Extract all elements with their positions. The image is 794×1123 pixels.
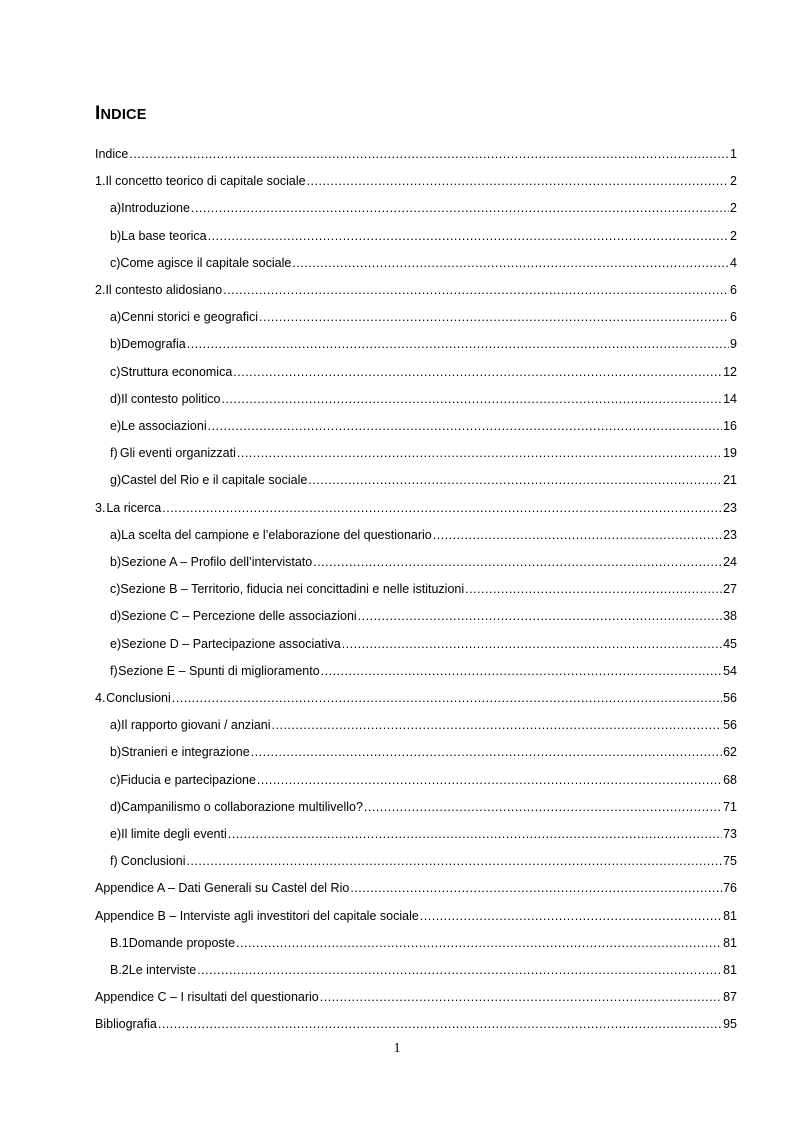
toc-entry-label: Le interviste xyxy=(128,963,197,977)
toc-entry-page: 4 xyxy=(730,255,737,270)
toc-entry-number: c) xyxy=(110,772,121,787)
toc-entry-page: 95 xyxy=(723,1017,737,1032)
toc-entry[interactable] xyxy=(95,879,737,897)
toc-entry[interactable] xyxy=(95,988,737,1006)
toc-entry-page: 6 xyxy=(730,310,737,325)
toc-entry-page: 76 xyxy=(723,881,737,896)
toc-entry-label: Sezione A – Profilo dell’intervistato xyxy=(121,555,313,569)
toc-entry-number: d) xyxy=(110,609,122,624)
toc-dot-leader xyxy=(186,852,722,870)
toc-heading xyxy=(95,103,147,125)
toc-entry-number: a) xyxy=(110,527,122,542)
toc-entry-number: B.1 xyxy=(110,935,129,950)
toc-entry-label: Sezione E – Spunti di miglioramento xyxy=(118,663,320,678)
toc-entry-label: Il contesto politico xyxy=(121,391,221,406)
toc-entry-page: 21 xyxy=(723,473,737,488)
toc-dot-leader xyxy=(208,417,723,435)
toc-entry-page: 81 xyxy=(723,908,737,923)
toc-entry-page: 16 xyxy=(723,419,737,433)
toc-entry-label: Come agisce il capitale sociale xyxy=(120,255,292,270)
toc-entry-number: 3. xyxy=(95,500,106,515)
toc-entry-number: b) xyxy=(110,228,122,243)
toc-entry[interactable] xyxy=(110,308,737,326)
toc-heading-rest: NDICE xyxy=(100,107,147,123)
toc-entry[interactable] xyxy=(110,852,737,870)
toc-entry-number: c) xyxy=(110,255,121,270)
toc-entry[interactable] xyxy=(110,825,737,843)
toc-dot-leader xyxy=(364,798,722,816)
toc-entry-number: 2. xyxy=(95,283,106,297)
toc-entry[interactable] xyxy=(95,145,737,163)
toc-entry-page: 2 xyxy=(730,228,737,243)
toc-dot-leader xyxy=(129,145,729,163)
toc-entry-page: 81 xyxy=(723,935,737,950)
toc-dot-leader xyxy=(465,580,722,598)
toc-entry-page: 62 xyxy=(723,745,737,760)
toc-entry-page: 27 xyxy=(723,582,737,597)
toc-entry-page: 1 xyxy=(730,147,737,161)
toc-entry-number: c) xyxy=(110,582,121,597)
toc-dot-leader xyxy=(223,281,729,299)
toc-entry[interactable] xyxy=(110,444,737,462)
toc-entry[interactable] xyxy=(110,934,737,952)
toc-entry[interactable] xyxy=(95,281,737,299)
toc-entry-page: 9 xyxy=(730,337,737,352)
toc-entry-number: g) xyxy=(110,473,122,488)
toc-entry-label: Demografia xyxy=(121,337,186,352)
toc-dot-leader xyxy=(358,607,722,625)
toc-dot-leader xyxy=(420,907,722,925)
toc-entry-label: Struttura economica xyxy=(120,364,233,379)
toc-entry-number: b) xyxy=(110,555,122,569)
toc-entry[interactable] xyxy=(110,363,737,381)
toc-entry-label: Castel del Rio e il capitale sociale xyxy=(121,473,308,488)
toc-entry-page: 87 xyxy=(723,990,737,1005)
toc-entry[interactable] xyxy=(110,771,737,789)
toc-entry[interactable] xyxy=(110,662,737,680)
toc-entry-label: Stranieri e integrazione xyxy=(121,745,250,760)
toc-entry-label: Le associazioni xyxy=(121,419,207,433)
toc-dot-leader xyxy=(259,308,729,326)
toc-entry[interactable] xyxy=(95,907,737,925)
toc-entry[interactable] xyxy=(110,635,737,653)
toc-entry-page: 23 xyxy=(723,500,737,515)
toc-entry-page: 54 xyxy=(723,663,737,678)
toc-entry-page: 38 xyxy=(723,609,737,624)
toc-entry-label: Sezione D – Partecipazione associativa xyxy=(121,636,341,651)
toc-entry-label: La ricerca xyxy=(106,500,162,515)
toc-entry-page: 73 xyxy=(723,827,737,841)
toc-entry-label: Indice xyxy=(95,147,129,161)
toc-dot-leader xyxy=(308,471,722,489)
toc-entry-page: 2 xyxy=(730,201,737,216)
toc-entry-number: f) xyxy=(110,854,118,869)
toc-dot-leader xyxy=(321,662,722,680)
toc-dot-leader xyxy=(221,390,722,408)
toc-entry[interactable] xyxy=(95,1015,737,1033)
toc-entry-label: Appendice A – Dati Generali su Castel del Rio xyxy=(95,881,350,896)
toc-entry-number: a) xyxy=(110,310,122,325)
toc-entry-number: c) xyxy=(110,364,121,379)
toc-entry-number: d) xyxy=(110,799,122,814)
toc-entry-page: 24 xyxy=(723,555,737,569)
toc-dot-leader xyxy=(197,961,722,979)
toc-entry-label: La scelta del campione e l’elaborazione del questionario xyxy=(121,527,432,542)
toc-entry[interactable] xyxy=(95,172,737,190)
toc-entry-label: Conclusioni xyxy=(106,691,171,705)
toc-entry-number: e) xyxy=(110,827,122,841)
toc-entry-page: 45 xyxy=(723,636,737,651)
toc-entry[interactable] xyxy=(110,390,737,408)
toc-entry-number: e) xyxy=(110,636,122,651)
toc-dot-leader xyxy=(257,771,722,789)
toc-dot-leader xyxy=(158,1015,722,1033)
toc-entry-page: 12 xyxy=(723,364,737,379)
toc-dot-leader xyxy=(272,716,723,734)
toc-entry-label: Campanilismo o collaborazione multilivello? xyxy=(121,799,363,814)
toc-entry-page: 6 xyxy=(730,283,737,297)
toc-entry-page: 23 xyxy=(723,527,737,542)
toc-dot-leader xyxy=(251,743,722,761)
toc-entry-number: f) xyxy=(110,663,118,678)
toc-entry[interactable] xyxy=(110,716,737,734)
toc-entry[interactable] xyxy=(110,961,737,979)
toc-entry-page: 56 xyxy=(723,718,737,733)
toc-entry-label: Appendice C – I risultati del questionario xyxy=(95,990,319,1005)
toc-entry[interactable] xyxy=(110,553,737,571)
toc-dot-leader xyxy=(187,335,729,353)
toc-entry-page: 56 xyxy=(723,691,737,705)
toc-entry-label: Gli eventi organizzati xyxy=(119,446,236,461)
toc-entry-label: Conclusioni xyxy=(120,854,186,869)
toc-dot-leader xyxy=(320,988,722,1006)
toc-entry[interactable] xyxy=(110,743,737,761)
toc-entry[interactable] xyxy=(110,798,737,816)
toc-dot-leader xyxy=(237,444,722,462)
toc-entry-label: Il concetto teorico di capitale sociale xyxy=(105,174,306,189)
toc-dot-leader xyxy=(292,254,729,272)
toc-dot-leader xyxy=(208,227,729,245)
toc-entry-number: f) xyxy=(110,446,118,461)
toc-entry-label: Introduzione xyxy=(121,201,190,216)
toc-entry[interactable] xyxy=(110,335,737,353)
toc-entry-page: 71 xyxy=(723,799,737,814)
toc-dot-leader xyxy=(433,526,722,544)
toc-entry-label: Sezione C – Percezione delle associazioni xyxy=(121,609,357,624)
toc-dot-leader xyxy=(350,879,722,897)
toc-dot-leader xyxy=(313,553,722,571)
toc-entry[interactable] xyxy=(95,499,737,517)
toc-dot-leader xyxy=(342,635,722,653)
toc-dot-leader xyxy=(172,689,722,707)
toc-entry-label: Il contesto alidosiano xyxy=(105,283,223,297)
toc-dot-leader xyxy=(233,363,722,381)
toc-dot-leader xyxy=(162,499,722,517)
toc-dot-leader xyxy=(307,172,729,190)
toc-entry-label: Sezione B – Territorio, fiducia nei concittadini e nelle istituzioni xyxy=(120,582,465,597)
toc-entry-number: b) xyxy=(110,337,122,352)
toc-entry[interactable] xyxy=(110,417,737,435)
toc-entry-label: Il limite degli eventi xyxy=(121,827,227,841)
toc-entry[interactable] xyxy=(110,254,737,272)
toc-dot-leader xyxy=(236,934,722,952)
toc-entry-label: Il rapporto giovani / anziani xyxy=(121,718,271,733)
toc-entry-page: 68 xyxy=(723,772,737,787)
toc-entry-page: 75 xyxy=(723,854,737,869)
toc-entry-label: Bibliografia xyxy=(95,1017,157,1032)
toc-entry-label: Appendice B – Interviste agli investitori del capitale sociale xyxy=(95,908,419,923)
toc-entry-label: Cenni storici e geografici xyxy=(121,310,258,325)
toc-entry-number: b) xyxy=(110,745,122,760)
toc-entry[interactable] xyxy=(110,607,737,625)
toc-entry[interactable] xyxy=(110,580,737,598)
toc-entry-page: 14 xyxy=(723,391,737,406)
toc-entry-number: a) xyxy=(110,201,122,216)
toc-entry-label: Fiducia e partecipazione xyxy=(120,772,256,787)
toc-dot-leader xyxy=(228,825,722,843)
toc-entry-page: 2 xyxy=(730,174,737,189)
toc-entry-number: 4. xyxy=(95,691,106,705)
toc-entry-number: B.2 xyxy=(110,963,129,977)
toc-entry[interactable] xyxy=(110,199,737,217)
toc-entry-number: 1. xyxy=(95,174,106,189)
toc-entry-label: La base teorica xyxy=(121,228,207,243)
toc-entry-number: d) xyxy=(110,391,122,406)
toc-entry-number: e) xyxy=(110,419,122,433)
toc-entry[interactable] xyxy=(95,689,737,707)
toc-entry[interactable] xyxy=(110,471,737,489)
toc-entry-number: a) xyxy=(110,718,122,733)
page-number: 1 xyxy=(393,1041,401,1056)
toc-entry[interactable] xyxy=(110,227,737,245)
toc-heading-initial: I xyxy=(95,103,101,124)
toc-entry-page: 81 xyxy=(723,963,737,977)
toc-entry[interactable] xyxy=(110,526,737,544)
toc-entry-page: 19 xyxy=(723,446,737,461)
toc-dot-leader xyxy=(191,199,729,217)
toc-entry-label: Domande proposte xyxy=(128,935,236,950)
